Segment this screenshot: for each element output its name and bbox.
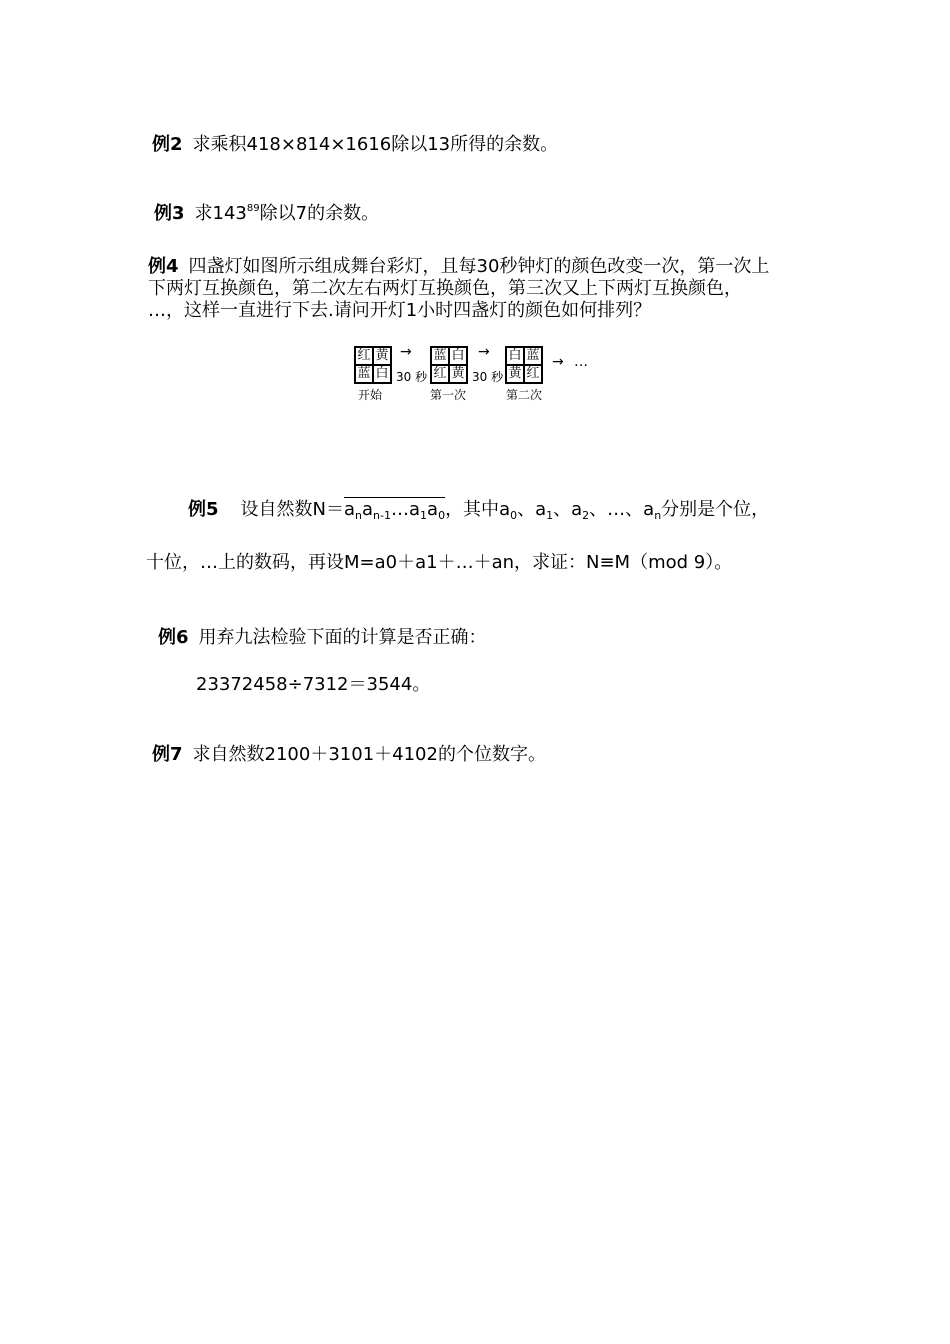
lamp-cell: 蓝	[355, 365, 373, 383]
example-4-line-3	[148, 300, 651, 322]
lamp-cell: 白	[449, 347, 467, 365]
example-6-label: 例6	[158, 627, 189, 648]
example-3	[154, 203, 379, 225]
example-4-text-2: 下两灯互换颜色，第二次左右两灯互换颜色，第三次又上下两灯互换颜色，	[148, 278, 742, 299]
lamp-cell: 红	[355, 347, 373, 365]
example-5-line-2	[146, 552, 732, 574]
caption-first: 第一次	[430, 388, 467, 402]
arrow-icon: →	[552, 354, 564, 370]
overlined-number: $a_na_{n-1}\dots a_1a_0$	[344, 499, 446, 522]
caption-second: 第二次	[506, 388, 543, 402]
example-6-formula	[196, 674, 430, 696]
ellipsis: …	[574, 354, 588, 370]
lamp-cell: 蓝	[431, 347, 449, 365]
example-4-line-2	[148, 278, 742, 300]
lamp-cell: 白	[373, 365, 391, 383]
lamp-cell: 黄	[506, 365, 524, 383]
lamp-grid-start	[354, 346, 392, 384]
example-6-text: 用弃九法检验下面的计算是否正确：	[198, 627, 487, 648]
example-5-text-mid: ，其中	[445, 499, 500, 520]
lamp-cell: 蓝	[524, 347, 542, 365]
example-3-text-pre: 求143	[194, 203, 247, 224]
example-4-text-3: …，这样一直进行下去.请问开灯1小时四盏灯的颜色如何排列？	[148, 300, 652, 321]
example-2-text: 求乘积418×814×1616除以13所得的余数。	[192, 134, 559, 155]
example-6	[158, 627, 487, 649]
caption-start: 开始	[358, 388, 383, 402]
lamp-cell: 红	[524, 365, 542, 383]
interval-label: 30 秒	[472, 370, 504, 384]
example-3-text-post: 除以7的余数。	[259, 203, 380, 224]
lamp-cell: 黄	[449, 365, 467, 383]
example-2-label: 例2	[152, 134, 183, 155]
example-2	[152, 134, 558, 156]
arrow-icon: →	[478, 344, 490, 360]
arrow-icon: →	[400, 344, 412, 360]
lamp-diagram	[354, 346, 614, 406]
example-7-label: 例7	[152, 744, 183, 765]
example-4-text-1: 四盏灯如图所示组成舞台彩灯，且每30秒钟灯的颜色改变一次，第一次上	[188, 256, 770, 277]
example-5-line-1: 例5 设自然数$N=a_na_{n-1}\dots a_1a_0$，其中$a_0$、$a_1$、$a_2$、…、$a_n$分别是个位，	[188, 499, 770, 522]
example-5-text-post: 分别是个位，	[661, 499, 770, 520]
example-7-text: 求自然数2100＋3101＋4102的个位数字。	[192, 744, 546, 765]
example-4-line-1	[148, 256, 769, 278]
example-7	[152, 744, 546, 766]
example-3-exponent: 89	[246, 203, 260, 214]
lamp-grid-second	[505, 346, 543, 384]
example-6-formula-text: 23372458÷7312＝3544。	[196, 674, 431, 695]
example-5-label: 例5	[188, 499, 219, 520]
example-4-label: 例4	[148, 256, 179, 277]
lamp-grid-first	[430, 346, 468, 384]
interval-label: 30 秒	[396, 370, 428, 384]
lamp-cell: 白	[506, 347, 524, 365]
example-5-text-2: 十位，…上的数码，再设M=a0＋a1＋…＋an，求证：N≡M（mod 9）。	[146, 552, 733, 573]
example-3-label: 例3	[154, 203, 185, 224]
lamp-cell: 红	[431, 365, 449, 383]
lamp-cell: 黄	[373, 347, 391, 365]
example-5-text-pre: 设自然数N＝	[240, 499, 344, 520]
